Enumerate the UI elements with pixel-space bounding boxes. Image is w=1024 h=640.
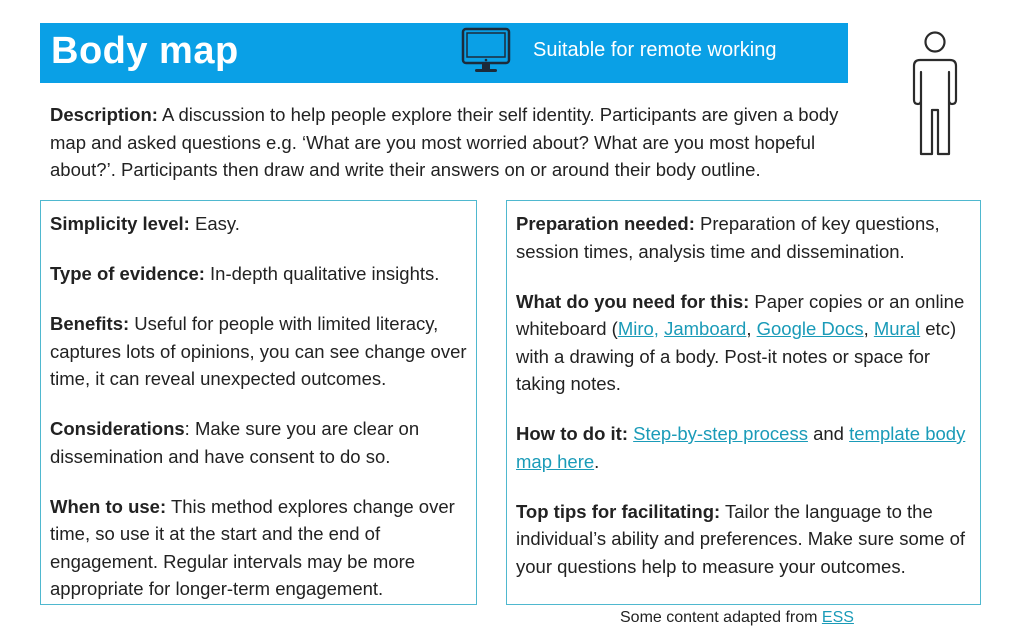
considerations [50, 415, 475, 470]
howto-and: and [807, 423, 850, 444]
need-text-before: Paper copies or an online whiteboard ( [516, 290, 965, 339]
howto-period: . [594, 450, 600, 472]
how-to-do-it [516, 420, 971, 475]
evidence-label: Type of evidence: [50, 263, 205, 284]
benefits [50, 310, 475, 393]
step-by-step-link[interactable]: Step-by-step process [633, 423, 808, 444]
when-text: This method explores change over time, so use it at the start and the end of engagement. Regular intervals may be more appropriate for longer-term engagement. [50, 495, 455, 599]
simplicity-text: Easy. [189, 213, 240, 234]
footer-text: Some content adapted from [620, 609, 822, 626]
person-outline-icon [902, 30, 968, 156]
need-comma: , [746, 318, 752, 339]
footer-attribution [620, 609, 854, 627]
evidence-text: In-depth qualitative insights. [204, 263, 440, 284]
simplicity-label: Simplicity level: [50, 213, 190, 234]
need-text-after: etc) with a drawing of a body. Post-it notes or space for taking notes. [516, 318, 957, 394]
top-tips [516, 498, 971, 581]
page-title: Body map [51, 30, 239, 72]
preparation-text: Preparation of key questions, session times, analysis time and dissemination. [516, 213, 940, 262]
description [50, 101, 850, 184]
description-label: Description: [50, 104, 158, 125]
remote-working-label: Suitable for remote working [533, 39, 777, 61]
template-body-map-link[interactable]: template body map here [516, 423, 966, 472]
description-text: A discussion to help people explore their self identity. Participants are given a body map and asked questions e.g. ‘What are you most worried about? What are you most hopeful about?’. Participants then draw and write their answers on or around their body outline. [50, 104, 839, 180]
google-docs-link[interactable]: Google Docs [756, 318, 864, 339]
jamboard-link[interactable]: Jamboard [664, 318, 747, 339]
mural-link[interactable]: Mural [873, 318, 921, 339]
tips-label: Top tips for facilitating: [516, 500, 721, 522]
howto-label: How to do it: [516, 423, 628, 444]
simplicity-level [50, 210, 475, 238]
left-column [50, 210, 475, 603]
benefits-label: Benefits: [50, 313, 130, 334]
type-of-evidence [50, 260, 475, 288]
tips-text: Tailor the language to the individual’s ability and preferences. Make sure some of your questions help to measure your outcomes. [516, 500, 966, 577]
need-comma-2: , [863, 318, 869, 339]
monitor-icon [461, 27, 511, 75]
miro-link[interactable]: Miro, [617, 318, 659, 339]
what-you-need [516, 288, 971, 398]
benefits-text: Useful for people with limited literacy, captures lots of opinions, you can see change over time, it can reveal unexpected outcomes. [50, 313, 467, 389]
ess-link[interactable]: ESS [821, 609, 854, 626]
considerations-text: : Make sure you are clear on dissemination and have consent to do so. [50, 418, 420, 467]
title-banner [40, 23, 848, 83]
when-to-use [50, 493, 475, 603]
preparation-label: Preparation needed: [516, 213, 695, 234]
right-column [516, 210, 971, 580]
need-label: What do you need for this: [516, 290, 750, 312]
when-label: When to use: [50, 495, 167, 517]
preparation-needed [516, 210, 971, 265]
considerations-label: Considerations [50, 418, 185, 439]
